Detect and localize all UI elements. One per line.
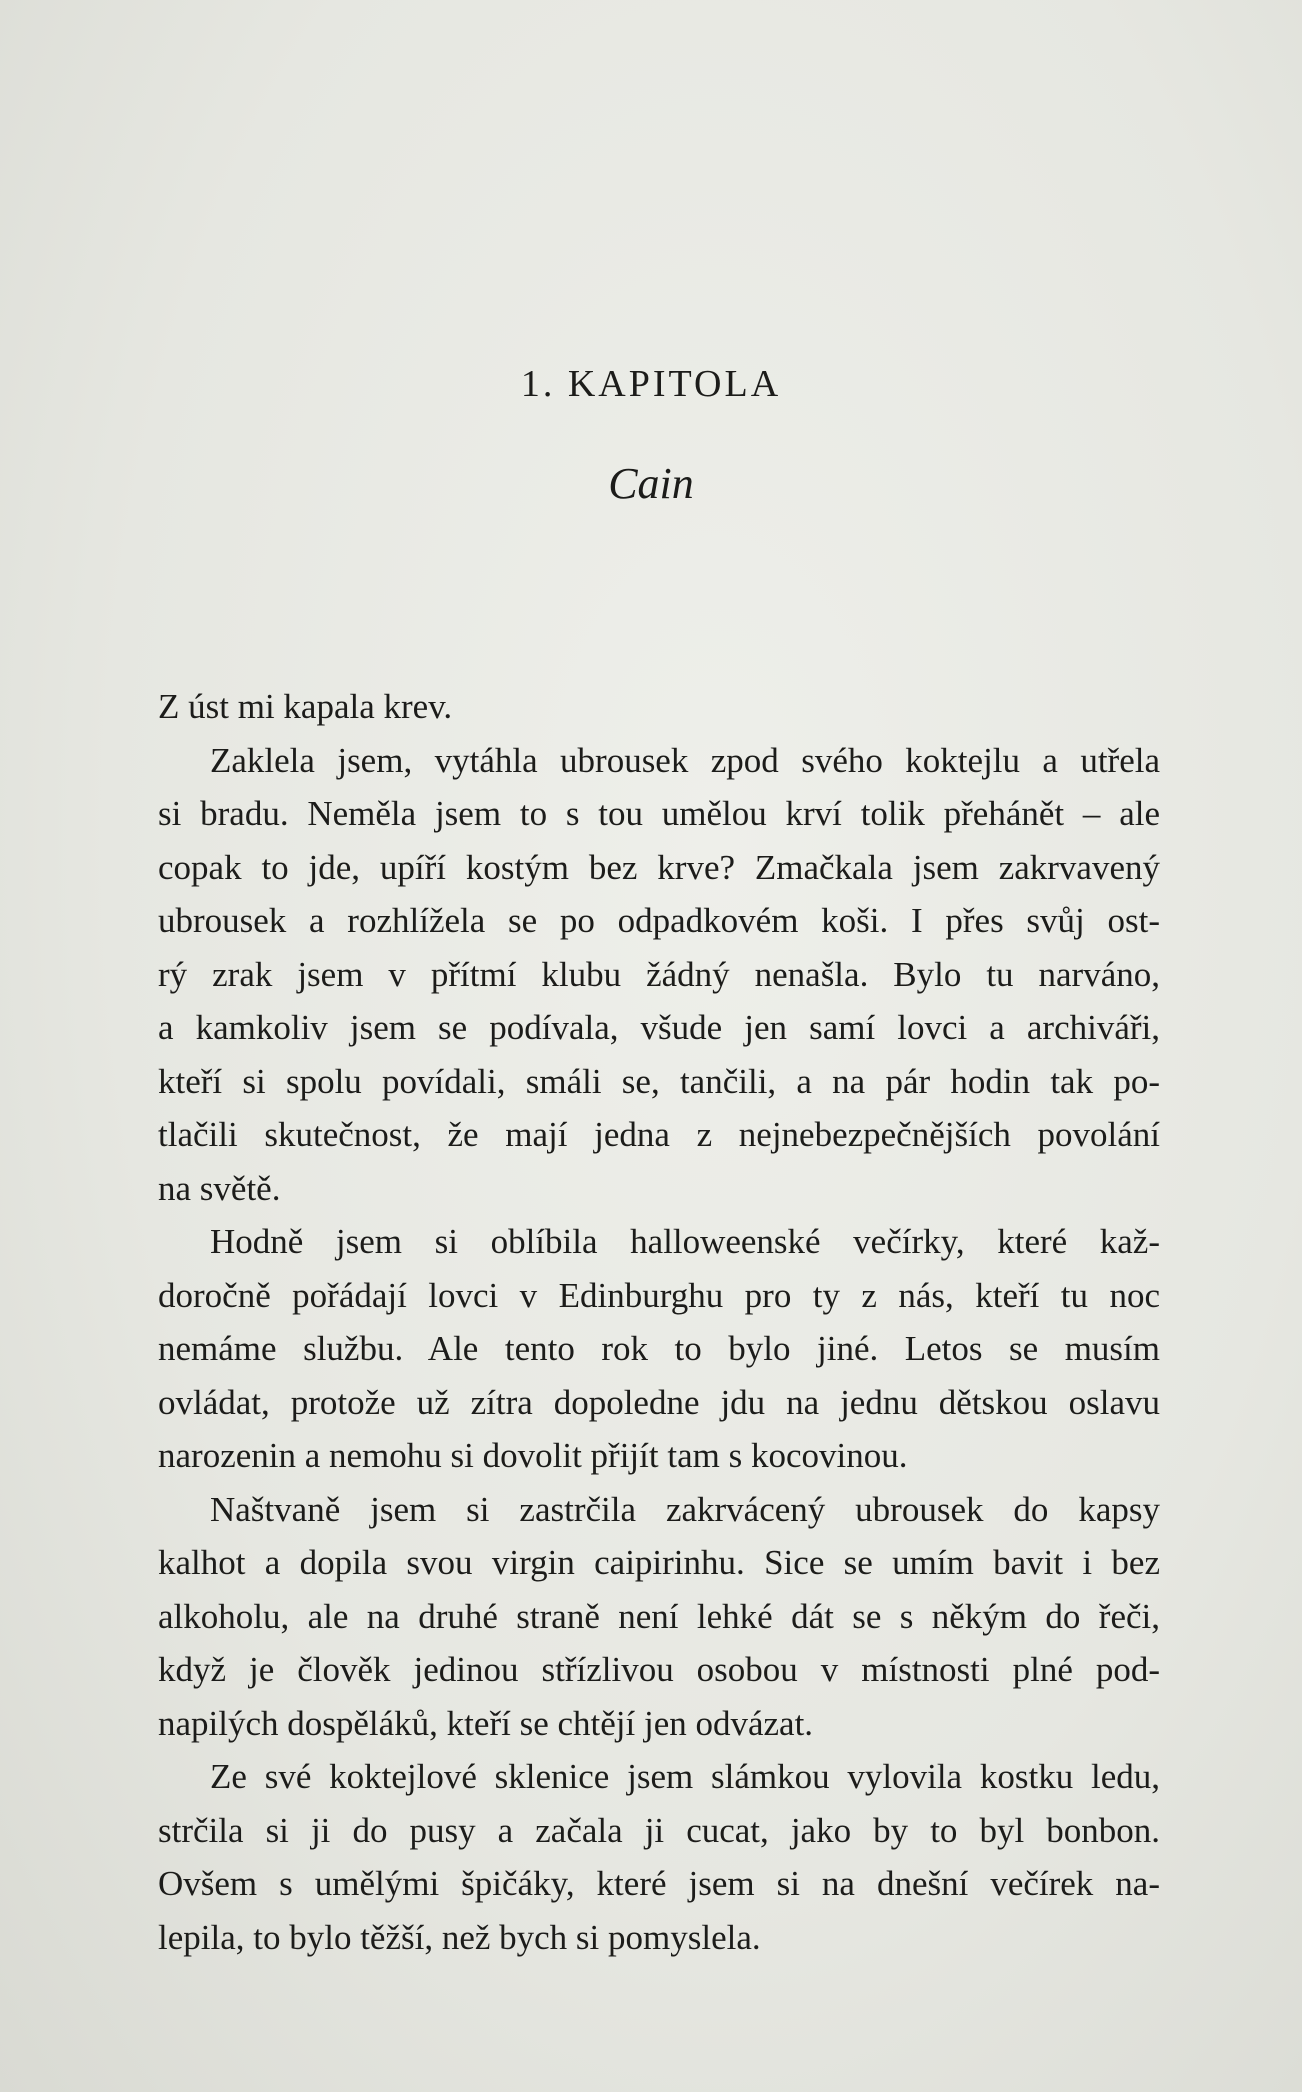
- text-line: nemáme službu. Ale tento rok to bylo jiné. Letos se musím: [158, 1329, 1160, 1368]
- text-line: Z úst mi kapala krev.: [158, 687, 453, 726]
- text-line: doročně pořádají lovci v Edinburghu pro ty z nás, kteří tu noc: [158, 1275, 1160, 1315]
- text-line: strčila si ji do pusy a začala ji cucat, jako by to byl bonbon.: [158, 1810, 1160, 1850]
- text-line: Hodně jsem si oblíbila halloweenské večírky, které kaž-: [210, 1222, 1160, 1261]
- text-line: kteří si spolu povídali, smáli se, tančili, a na pár hodin tak po-: [158, 1061, 1160, 1101]
- text-line: si bradu. Neměla jsem to s tou umělou krví tolik přehánět – ale: [158, 794, 1160, 833]
- text-line: na světě.: [158, 1168, 281, 1208]
- text-line: alkoholu, ale na druhé straně není lehké dát se s někým do řeči,: [158, 1596, 1160, 1636]
- text-line: tlačili skutečnost, že mají jedna z nejnebezpečnějších povolání: [158, 1115, 1160, 1154]
- text-line: když je člověk jedinou střízlivou osobou v místnosti plné pod-: [158, 1650, 1160, 1689]
- chapter-body: [158, 680, 1160, 1964]
- chapter-subtitle: Cain: [608, 459, 694, 508]
- text-line: ubrousek a rozhlížela se po odpadkovém koši. I přes svůj ost-: [158, 901, 1160, 940]
- text-line: copak to jde, upíří kostým bez krve? Zmačkala jsem zakrvavený: [158, 847, 1160, 887]
- text-line: Zaklela jsem, vytáhla ubrousek zpod svého koktejlu a utřela: [210, 740, 1160, 780]
- text-line: kalhot a dopila svou virgin caipirinhu. Sice se umím bavit i bez: [158, 1543, 1160, 1582]
- text-line: rý zrak jsem v přítmí klubu žádný nenašla. Bylo tu narváno,: [158, 954, 1160, 994]
- text-line: napilých dospěláků, kteří se chtějí jen odvázat.: [158, 1703, 814, 1743]
- text-line: ovládat, protože už zítra dopoledne jdu na jednu dětskou oslavu: [158, 1382, 1160, 1422]
- text-line: narozenin a nemohu si dovolit přijít tam s kocovinou.: [158, 1436, 908, 1475]
- text-line: Naštvaně jsem si zastrčila zakrvácený ubrousek do kapsy: [210, 1489, 1160, 1529]
- text-line: Ovšem s umělými špičáky, které jsem si na dnešní večírek na-: [158, 1864, 1160, 1903]
- chapter-heading: 1. KAPITOLA: [520, 363, 782, 405]
- text-line: Ze své koktejlové sklenice jsem slámkou vylovila kostku ledu,: [210, 1757, 1160, 1796]
- text-line: lepila, to bylo těžší, než bych si pomyslela.: [158, 1917, 761, 1957]
- text-line: a kamkoliv jsem se podívala, všude jen samí lovci a archiváři,: [158, 1008, 1160, 1047]
